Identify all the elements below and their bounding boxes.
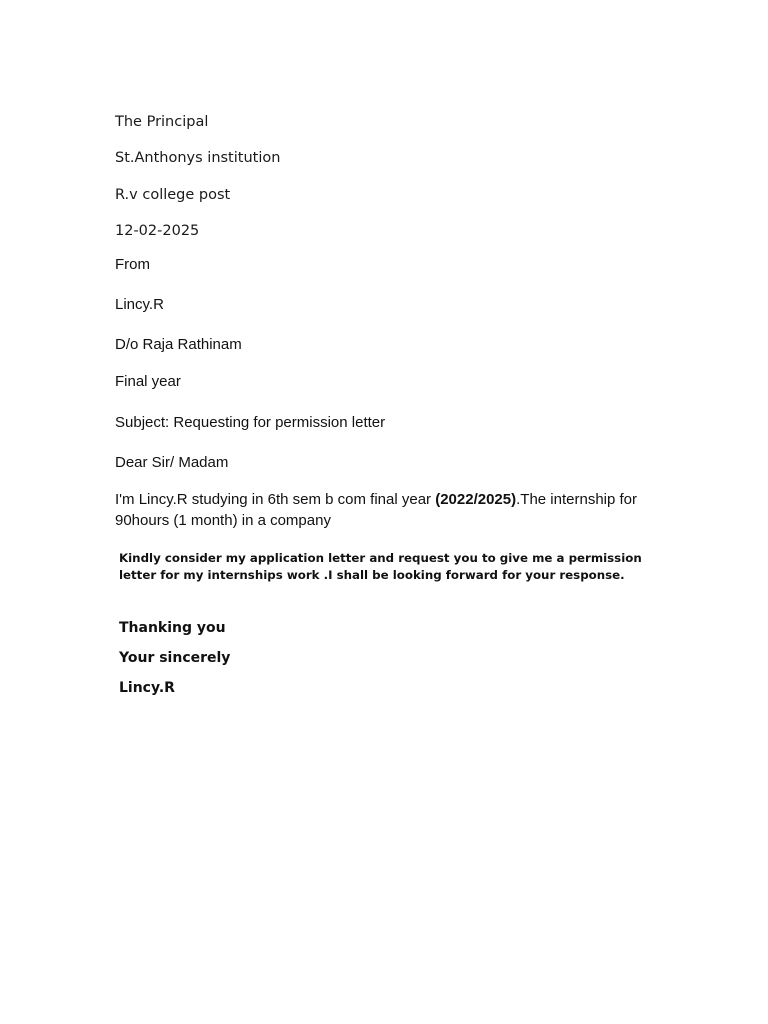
body-text-part2: .The internship for <box>516 491 638 508</box>
request-line-2: letter for my internships work .I shall be looking forward for your response. <box>119 568 625 582</box>
request-line-1: Kindly consider my application letter and request you to give me a permission <box>119 551 642 565</box>
body-text-part3: 90hours (1 month) in a company <box>115 512 331 529</box>
body-text-part1: I'm Lincy.R studying in 6th sem b com final year <box>115 491 436 508</box>
from-label: From <box>115 256 150 273</box>
body-academic-years: (2022/2025) <box>435 491 517 508</box>
recipient-institution: St.Anthonys institution <box>115 150 281 166</box>
letter-body-paragraph <box>115 489 675 531</box>
letter-date: 12-02-2025 <box>115 223 200 239</box>
closing-sign-off: Your sincerely <box>119 650 231 666</box>
sender-year: Final year <box>115 373 181 390</box>
sender-name: Lincy.R <box>115 296 164 313</box>
letter-salutation: Dear Sir/ Madam <box>115 454 229 471</box>
recipient-title: The Principal <box>115 114 209 130</box>
recipient-address: R.v college post <box>115 187 231 203</box>
letter-subject: Subject: Requesting for permission letter <box>115 414 386 431</box>
sender-relation: D/o Raja Rathinam <box>115 336 242 353</box>
closing-thanks: Thanking you <box>119 620 226 636</box>
signature-name: Lincy.R <box>119 680 175 696</box>
